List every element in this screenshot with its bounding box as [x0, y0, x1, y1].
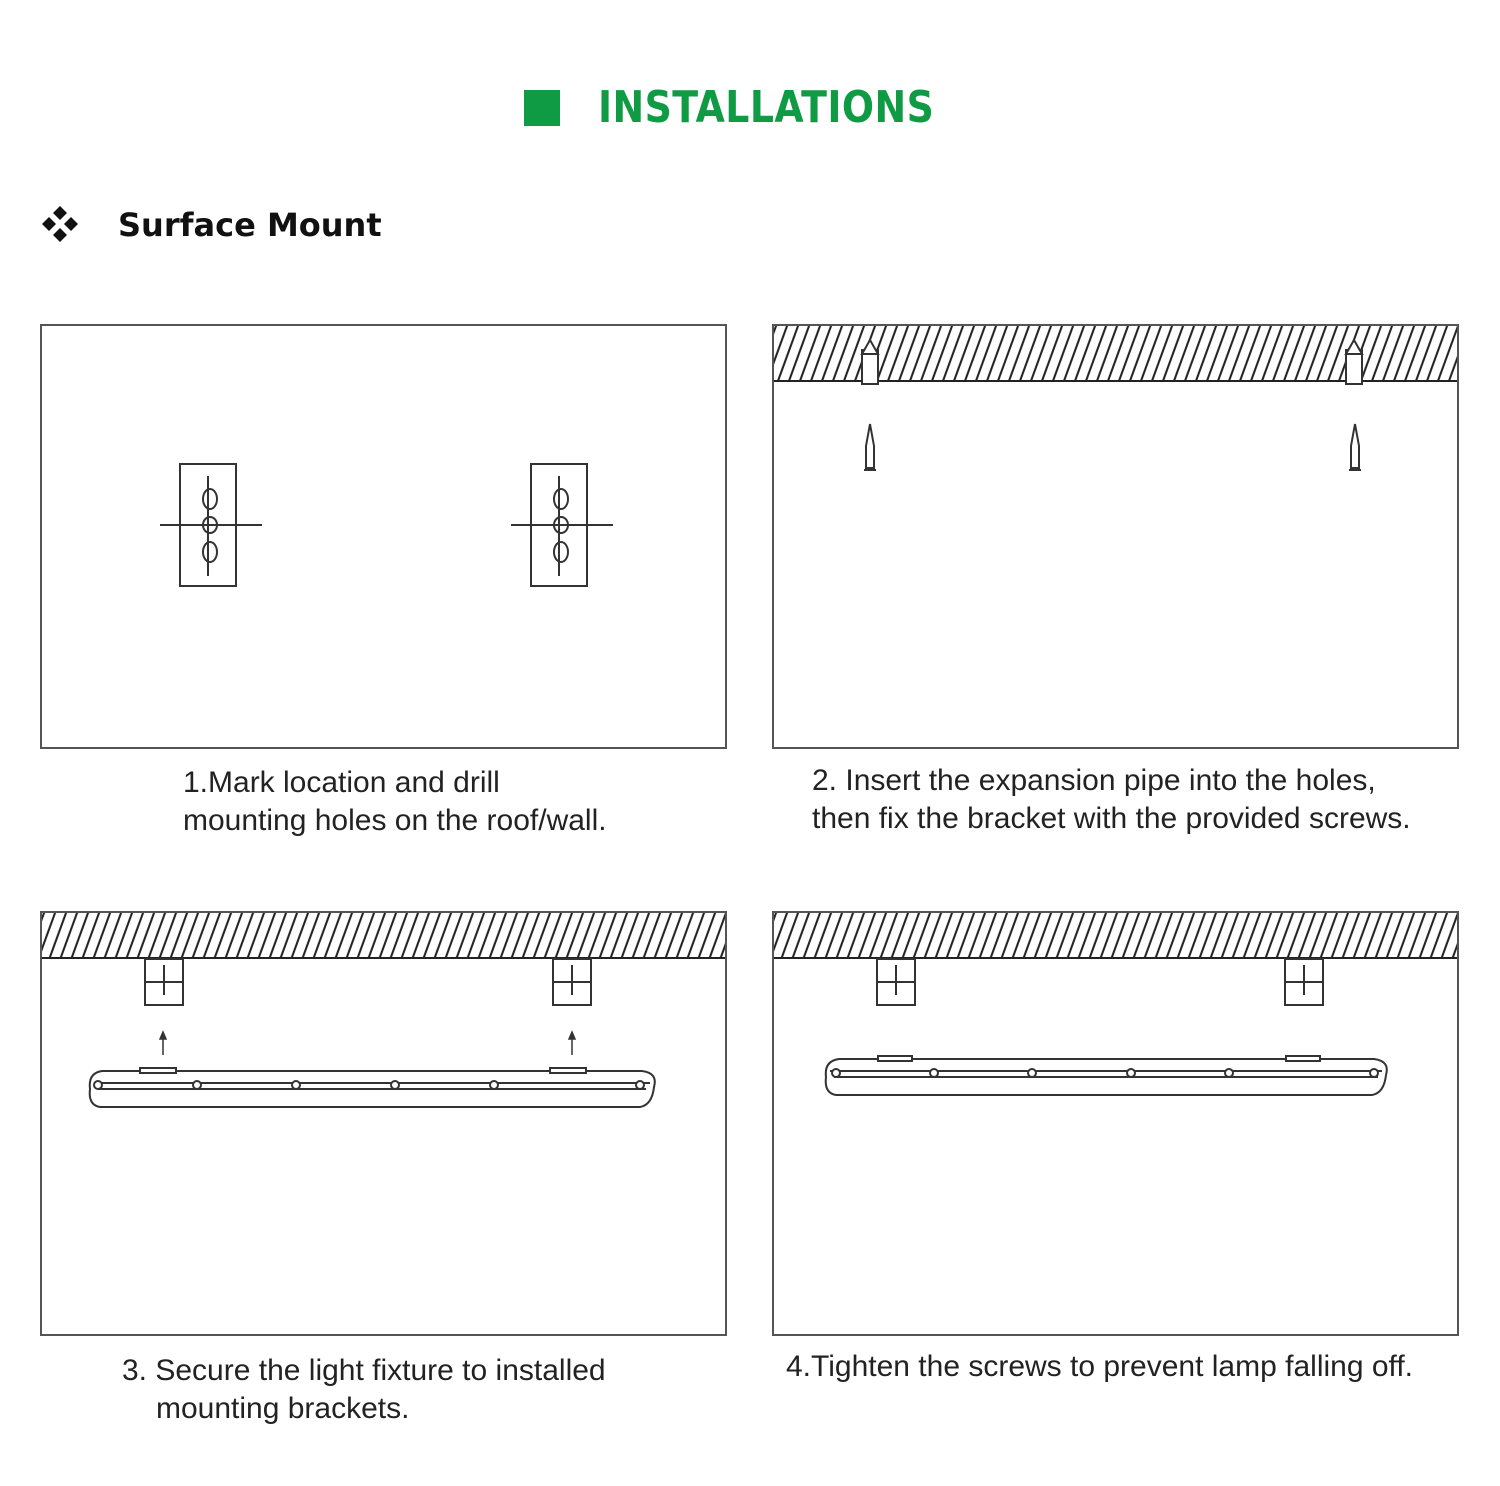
up-arrow-icon	[160, 1032, 575, 1055]
step-1-illustration	[40, 324, 727, 749]
step-2-line-2: then fix the bracket with the provided screws.	[812, 802, 1411, 835]
page-header	[0, 82, 1500, 138]
page-title: INSTALLATIONS	[598, 82, 935, 133]
light-fixture	[90, 1068, 655, 1107]
screw-left	[864, 424, 876, 470]
screw-right	[1349, 424, 1361, 470]
diamond-bullet-icon	[40, 204, 80, 244]
step-4-caption	[786, 1348, 1413, 1386]
step-3-caption	[122, 1352, 606, 1428]
bracket-right	[1285, 959, 1323, 1005]
step-3-illustration	[40, 911, 727, 1336]
step-1-line-1: 1.Mark location and drill	[183, 766, 500, 799]
mounting-bracket-left	[160, 464, 262, 586]
light-fixture	[826, 1056, 1387, 1095]
mounting-bracket-right	[511, 464, 613, 586]
bracket-left	[145, 959, 183, 1005]
bracket-right	[553, 959, 591, 1005]
section-title: Surface Mount	[118, 206, 382, 244]
step-1-caption	[183, 764, 607, 840]
step-2-line-1: 2. Insert the expansion pipe into the holes,	[812, 764, 1376, 797]
green-square-icon	[524, 90, 560, 126]
bracket-left	[877, 959, 915, 1005]
step-2-caption	[812, 762, 1411, 838]
ceiling-hatch	[42, 913, 727, 959]
step-4-line-1: 4.Tighten the screws to prevent lamp falling off.	[786, 1350, 1413, 1383]
step-3-line-2: mounting brackets.	[156, 1392, 410, 1425]
step-1-line-2: mounting holes on the roof/wall.	[183, 804, 607, 837]
step-3-line-1: 3. Secure the light fixture to installed	[122, 1354, 606, 1387]
step-2-illustration	[772, 324, 1459, 749]
ceiling-hatch	[774, 913, 1459, 959]
step-4-illustration	[772, 911, 1459, 1336]
